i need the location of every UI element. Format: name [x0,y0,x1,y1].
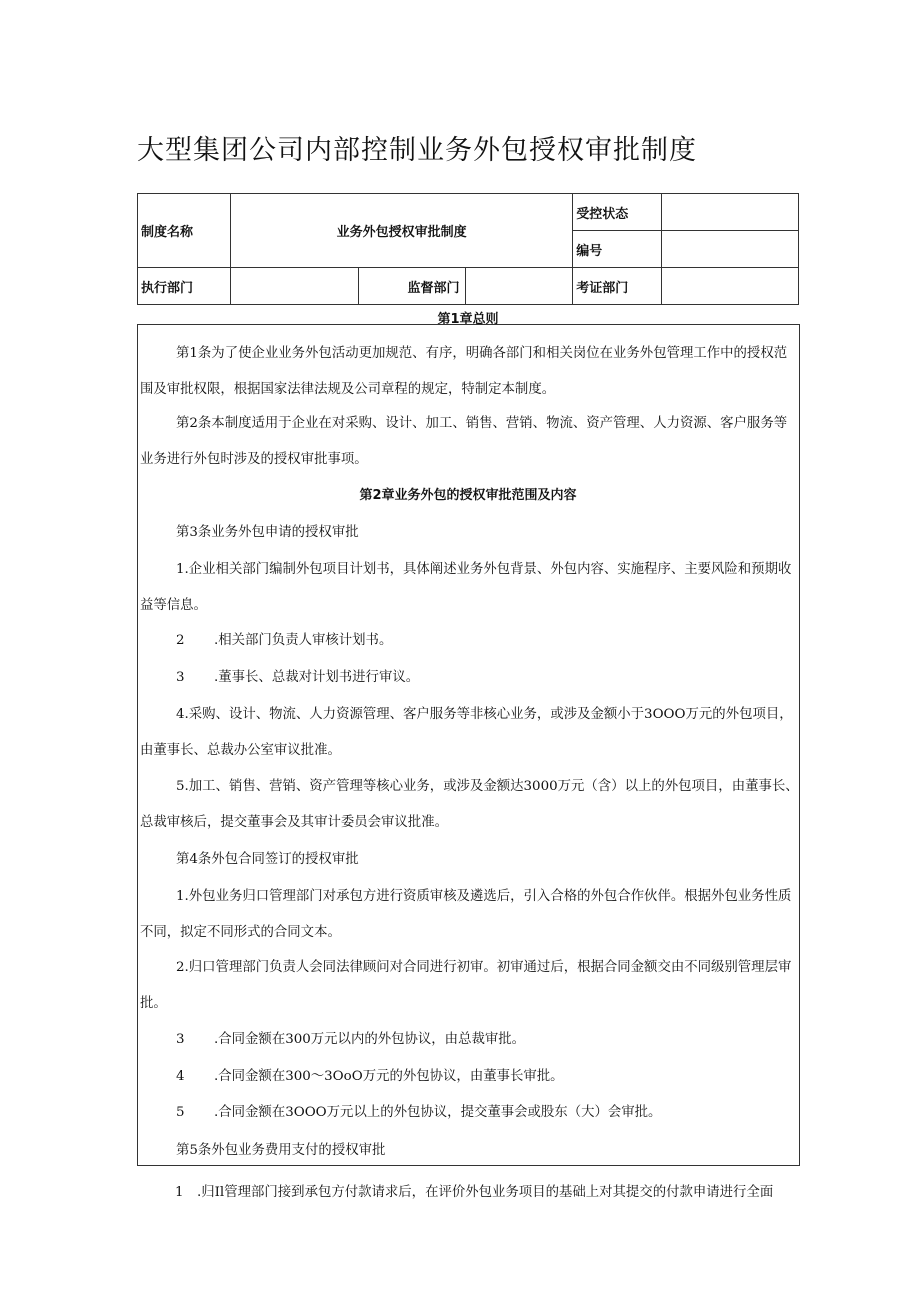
item-number: 1 [175,1185,184,1200]
chapter-2-heading: 第2章业务外包的授权审批范围及内容 [359,488,577,503]
verify-dept-label: 考证部门 [573,268,662,305]
article-2: 第2条本制度适用于企业在对采购、设计、加工、销售、营销、物流、资产管理、人力资源、客户服务等业务进行外包时涉及的授权审批事项。 [140,416,788,467]
item-text: .合同金额在300～3OoO万元的外包协议，由董事长审批。 [214,1069,564,1084]
article-5-item-1 [175,1181,800,1200]
article-3-heading: 第3条业务外包申请的授权审批 [176,525,359,540]
article-4-item-3 [140,1022,800,1058]
article-3-item-3 [140,660,800,696]
item-text: .归Il管理部门接到承包方付款请求后，在评价外包业务项目的基础上对其提交的付款申请进行全面 [197,1185,774,1200]
item-number: 5 [176,1105,185,1120]
article-4-heading: 第4条外包合同签订的授权审批 [176,852,359,867]
article-4-item-2: 2.归口管理部门负责人会同法律顾问对合同进行初审。初审通过后，根据合同金额交由不同级别管理层审批。 [140,960,792,1011]
supervise-dept-label: 监督部门 [358,268,466,305]
article-4-item-1: 1.外包业务归口管理部门对承包方进行资质审核及遴选后，引入合格的外包合作伙伴。根据外包业务性质不同，拟定不同形式的合同文本。 [140,889,792,940]
supervise-dept-value [466,268,573,305]
exec-dept-label: 执行部门 [138,268,231,305]
control-status-label: 受控状态 [573,194,662,231]
item-number: 4 [176,1069,185,1084]
article-4-item-5 [140,1095,800,1131]
header-table [137,193,799,305]
control-status-value [662,194,799,231]
article-4-item-4 [140,1059,800,1095]
item-number: 3 [176,1032,185,1047]
item-number: 2 [176,633,185,648]
exec-dept-value [230,268,358,305]
number-label: 编号 [573,231,662,268]
article-3-item-5: 5.加工、销售、营销、资产管理等核心业务，或涉及金额达3000万元（含）以上的外包项目，由董事长、总裁审核后，提交董事会及其审计委员会审议批准。 [140,779,799,830]
article-3-item-1: 1.企业相关部门编制外包项目计划书，具体阐述业务外包背景、外包内容、实施程序、主要风险和预期收益等信息。 [140,562,792,613]
item-text: .相关部门负责人审核计划书。 [214,633,393,648]
article-3-item-4: 4.采购、设计、物流、人力资源管理、客户服务等非核心业务，或涉及金额小于3OOO万元的外包项目，由董事长、总裁办公室审议批准。 [140,707,793,758]
chapter-1-heading: 第1章总则 [437,312,499,327]
item-number: 3 [176,670,185,685]
item-text: .合同金额在300万元以内的外包协议，由总裁审批。 [214,1032,526,1047]
article-3-item-2 [140,623,800,659]
number-value [662,231,799,268]
document-title: 大型集团公司内部控制业务外包授权审批制度 [137,135,697,166]
name-label: 制度名称 [138,194,231,268]
article-5-heading: 第5条外包业务费用支付的授权审批 [176,1143,386,1158]
item-text: .董事长、总裁对计划书进行审议。 [214,670,420,685]
item-text: .合同金额在3OOO万元以上的外包协议，提交董事会或股东（大）会审批。 [214,1105,662,1120]
article-1: 第1条为了使企业业务外包活动更加规范、有序，明确各部门和相关岗位在业务外包管理工作中的授权范围及审批权限，根据国家法律法规及公司章程的规定，特制定本制度。 [140,346,788,397]
verify-dept-value [662,268,799,305]
name-value: 业务外包授权审批制度 [230,194,572,268]
